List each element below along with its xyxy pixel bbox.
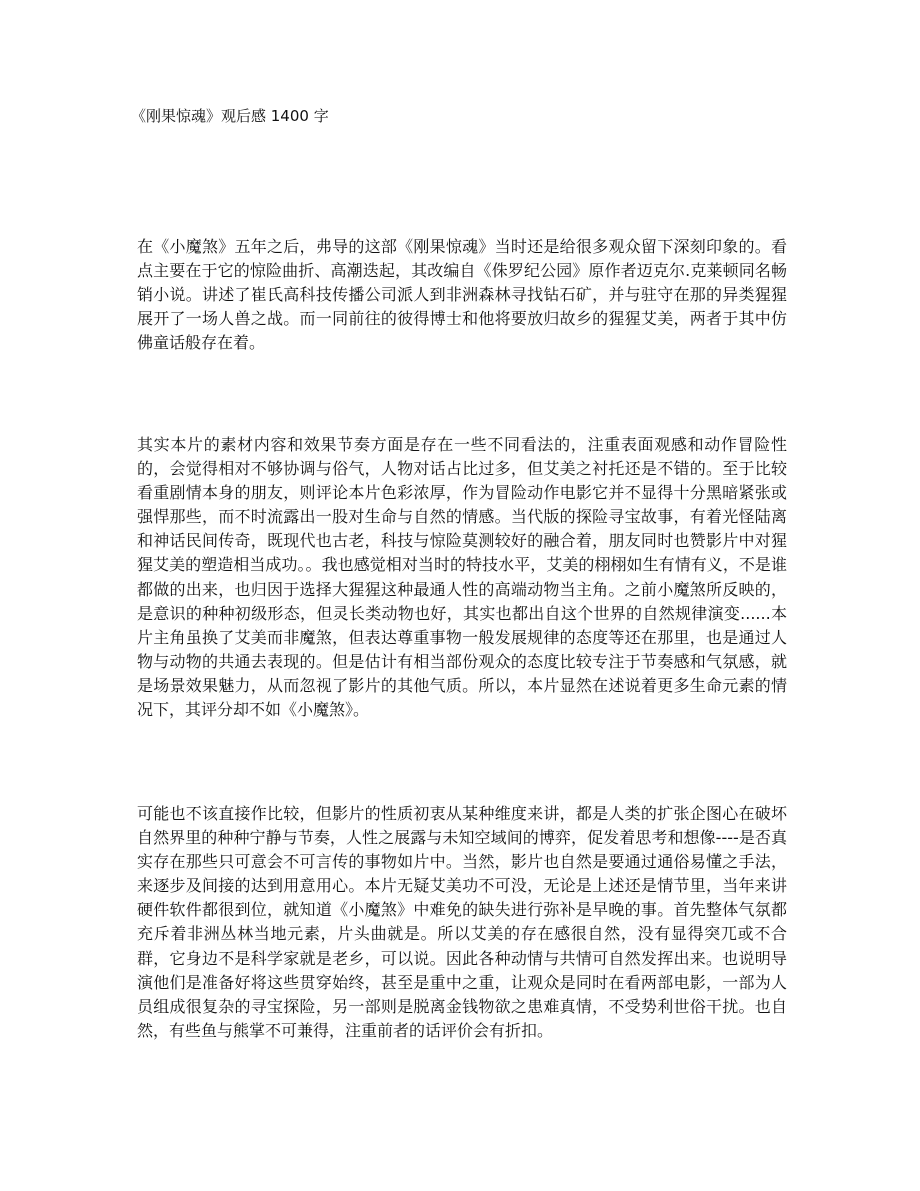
paragraph-2: 其实本片的素材内容和效果节奏方面是存在一些不同看法的，注重表面观感和动作冒险性的，会觉得相对不够协调与俗气，人物对话占比过多，但艾美之衬托还是不错的。至于比较看重剧情本身的朋友，则评论本片色彩浓厚，作为冒险动作电影它并不显得十分黑暗紧张或强悍那些，而不时流露出一股对生命与自然的情感。当代版的探险寻宝故事，有着光怪陆离和神话民间传奇，既现代也古老，科技与惊险莫测较好的融合着，朋友同时也赞影片中对猩猩艾美的塑造相当成功。。我也感觉相对当时的特技水平，艾美的栩栩如生有情有义，不是谁都做的出来，也归因于选择大猩猩这种最通人性的高端动物当主角。之前小魔煞所反映的，是意识的种种初级形态，但灵长类动物也好，其实也都出自这个世界的自然规律演变......本片主角虽换了艾美而非魔煞，但表达尊重事物一般发展规律的态度等还在那里，也是通过人物与动物的共通去表现的。但是估计有相当部份观众的态度比较专注于节奏感和气氛感，就是场景效果魅力，从而忽视了影片的其他气质。所以，本片显然在述说着更多生命元素的情况下，其评分却不如《小魔煞》。 xyxy=(137,435,787,720)
document-title: 《刚果惊魂》观后感 1400 字 xyxy=(131,107,329,125)
paragraph-3: 可能也不该直接作比较，但影片的性质初衷从某种维度来讲，都是人类的扩张企图心在破坏自然界里的种种宁静与节奏，人性之展露与未知空域间的博弈，促发着思考和想像----是否真实存在那些只可意会不可言传的事物如片中。当然，影片也自然是要通过通俗易懂之手法，来逐步及间接的达到用意用心。本片无疑艾美功不可没，无论是上述还是情节里，当年来讲硬件软件都很到位，就知道《小魔煞》中难免的缺失进行弥补是早晚的事。首先整体气氛都充斥着非洲丛林当地元素，片头曲就是。所以艾美的存在感很自然，没有显得突兀或不合群，它身边不是科学家就是老乡，可以说。因此各种动情与共情可自然发挥出来。也说明导演他们是准备好将这些贯穿始终，甚至是重中之重，让观众是同时在看两部电影，一部为人员组成很复杂的寻宝探险，另一部则是脱离金钱物欲之患难真情，不受势利世俗干扰。也自然，有些鱼与熊掌不可兼得，注重前者的话评价会有折扣。 xyxy=(137,804,787,1040)
paragraph-1: 在《小魔煞》五年之后，弗导的这部《刚果惊魂》当时还是给很多观众留下深刻印象的。看点主要在于它的惊险曲折、高潮迭起，其改编自《侏罗纪公园》原作者迈克尔.克莱顿同名畅销小说。讲述了崔氏高科技传播公司派人到非洲森林寻找钻石矿，并与驻守在那的异类猩猩展开了一场人兽之战。而一同前往的彼得博士和他将要放归故乡的猩猩艾美，两者于其中仿佛童话般存在着。 xyxy=(137,237,787,353)
